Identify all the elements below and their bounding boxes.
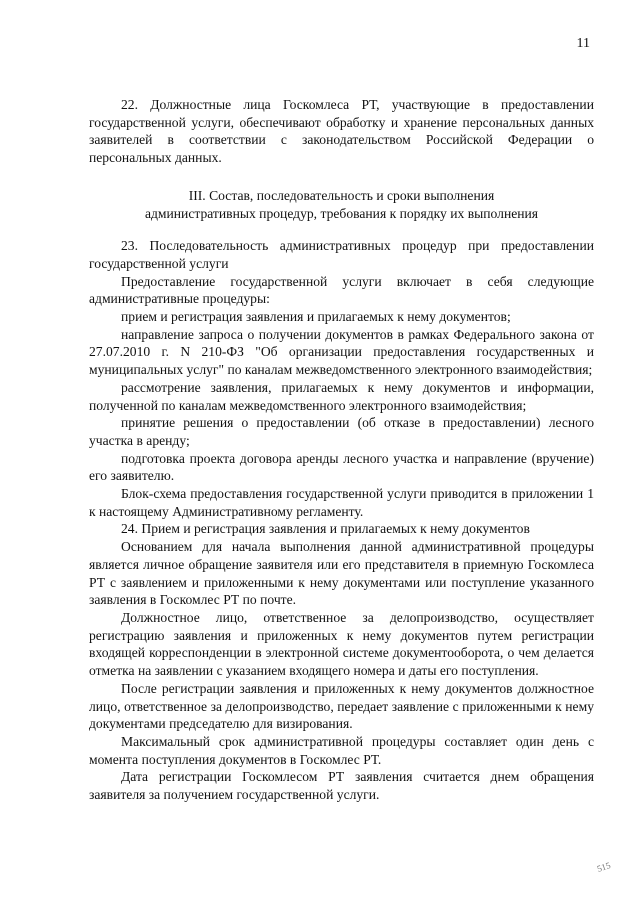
paragraph-24: 24. Прием и регистрация заявления и прилагаемых к нему документов (121, 521, 530, 537)
paragraph-24-after-registration: После регистрации заявления и приложенных к нему документов должностное лицо, ответственное за делопроизводство, передает заявление с приложенными к нему документами председателю для визирования. (89, 680, 594, 732)
page-number: 11 (576, 36, 590, 51)
handwritten-margin-mark: 515 (595, 860, 612, 874)
section-title (89, 187, 594, 222)
paragraph-22: 22. Должностные лица Госкомлеса РТ, участвующие в предоставлении государственной услуги, обеспечивают обработку и хранение персональных данных заявителей в соответствии с законодательством Российской Федерации о персональных данных. (89, 97, 594, 166)
procedure-item-1: прием и регистрация заявления и прилагаемых к нему документов; (121, 309, 511, 325)
paragraph-23: 23. Последовательность административных процедур при предоставлении государственной услуги (89, 238, 594, 271)
procedure-item-5: подготовка проекта договора аренды лесного участка и направление (вручение) его заявителю. (89, 450, 594, 484)
paragraph-24-registration-date: Дата регистрации Госкомлесом РТ заявления считается днем обращения заявителя за получением государственной услуги. (89, 769, 594, 803)
paragraph-24-basis: Основанием для начала выполнения данной административной процедуры является личное обращение заявителя или его представителя в приемную Госкомлеса РТ с заявлением и приложенными к нему документами или поступление указанного заявления в Госкомлес РТ по почте. (89, 539, 594, 608)
block-scheme-note: Блок-схема предоставления государственной услуги приводится в приложении 1 к настоящему Административному регламенту. (89, 486, 594, 519)
section-title-line-2: административных процедур, требования к порядку их выполнения (144, 205, 539, 221)
procedure-item-3: рассмотрение заявления, прилагаемых к нему документов и информации, полученной по каналам межведомственного электронного взаимодействия; (89, 379, 594, 413)
procedure-item-4: принятие решения о предоставлении (об отказе в предоставлении) лесного участка в аренду; (89, 415, 594, 448)
procedure-item-2: направление запроса о получении документов в рамках Федерального закона от 27.07.2010 г. N 210-ФЗ "Об организации предоставления государственных и муниципальных услуг" по каналам межведомственного электронного взаимодействия; (89, 326, 594, 378)
paragraph-24-max-term: Максимальный срок административной процедуры составляет один день с момента поступления документов в Госкомлес РТ. (89, 733, 594, 767)
document-body (89, 96, 594, 804)
paragraph-24-official: Должностное лицо, ответственное за делопроизводство, осуществляет регистрацию заявления и приложенных к нему документов путем регистрации входящей корреспонденции в электронной системе документооборота, о чем делается отметка на заявлении с указанием входящего номера и даты его поступления. (89, 609, 594, 679)
section-title-line-1: III. Состав, последовательность и сроки выполнения (188, 187, 495, 203)
paragraph-23-intro: Предоставление государственной услуги включает в себя следующие административные процедуры: (89, 273, 594, 307)
